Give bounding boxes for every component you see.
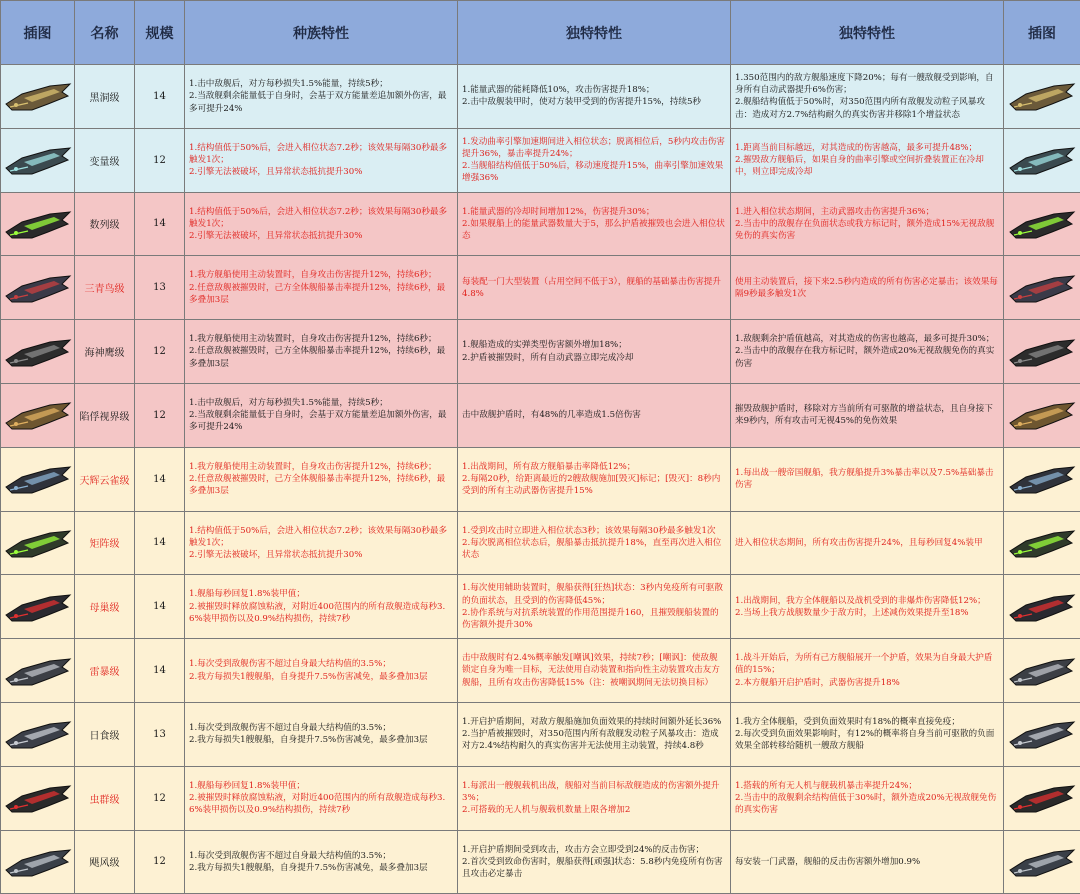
three-bluebird-class-ship-icon	[1004, 266, 1080, 310]
trait-line: 2.首次受到致命伤害时，舰船获得[顽强]状态：5.8秒内免疫所有伤害且攻击必定暴击	[462, 856, 726, 880]
ship-illustration-left	[1, 447, 75, 511]
ship-scale: 12	[135, 320, 185, 384]
trait-line: 2.摧毁敌方舰船后，如果自身的曲率引擎或空间折叠装置正在冷却中，则立即完成冷却	[735, 154, 999, 178]
sequence-class-ship-icon	[1, 202, 74, 246]
trait-line: 2.护盾被摧毁时，所有自动武器立即完成冷却	[462, 352, 726, 364]
trait-line: 2.如果舰船上的能量武器数量大于5，那么护盾被摧毁也会进入相位状态	[462, 218, 726, 242]
trait-line: 1.进入相位状态期间，主动武器攻击伤害提升36%；	[735, 206, 999, 218]
ship-scale: 14	[135, 575, 185, 639]
trait-line: 2.当场上我方战舰数量少于敌方时，上述减伤效果提升至18%	[735, 607, 999, 619]
unique-trait-2-cell	[731, 383, 1004, 447]
unique-trait-2-cell	[731, 511, 1004, 575]
event-horizon-class-ship-icon	[1004, 393, 1080, 437]
race-trait-cell	[185, 575, 458, 639]
trait-line: 1.开启护盾期间受到攻击，攻击方会立即受到24%的反击伤害；	[462, 844, 726, 856]
unique-trait-1-cell	[458, 320, 731, 384]
header-unique-trait-2: 独特特性	[731, 1, 1004, 65]
trait-line: 使用主动装置后，接下来2.5秒内造成的所有伤害必定暴击；该效果每隔9秒最多触发1次	[735, 276, 999, 300]
eclipse-class-ship-icon	[1004, 712, 1080, 756]
table-row	[1, 702, 1080, 766]
trait-line: 2.当击中的敌舰剩余结构值低于30%时，额外造成20%无视敌舰免伤的真实伤害	[735, 792, 999, 816]
ship-name: 天辉云雀级	[75, 447, 135, 511]
trait-line: 1.能量武器的冷却时间增加12%，伤害提升30%；	[462, 206, 726, 218]
trait-line: 2.当击中的敌舰存在我方标记时，额外造成20%无视敌舰免伤的真实伤害	[735, 345, 999, 369]
ship-illustration-left	[1, 511, 75, 575]
ship-illustration-right	[1004, 511, 1080, 575]
ship-illustration-left	[1, 320, 75, 384]
matrix-class-ship-icon	[1004, 521, 1080, 565]
ship-illustration-left	[1, 192, 75, 256]
ship-illustration-left	[1, 702, 75, 766]
unique-trait-2-cell	[731, 639, 1004, 703]
race-trait-cell	[185, 65, 458, 129]
trait-line: 2.当敌舰剩余能量低于自身时，会基于双方能量差追加额外伤害，最多可提升24%	[189, 90, 453, 114]
trait-line: 2.舰船结构值低于50%时，对350范围内所有敌舰发动粒子风暴攻击：造成对方2.7%结构耐久的真实伤害并移除1个增益状态	[735, 96, 999, 120]
ship-illustration-right	[1004, 702, 1080, 766]
ship-scale: 12	[135, 766, 185, 830]
trait-line: 1.我方全体舰船，受到负面效果时有18%的概率直接免疫；	[735, 716, 999, 728]
trait-line: 2.当击中的敌舰存在负面状态或我方标记时，额外造成15%无视敌舰免伤的真实伤害	[735, 218, 999, 242]
trait-line: 1.我方舰船使用主动装置时，自身攻击伤害提升12%，持续6秒；	[189, 461, 453, 473]
unique-trait-2-cell	[731, 128, 1004, 192]
skylark-class-ship-icon	[1, 457, 74, 501]
black-hole-class-ship-icon	[1, 74, 74, 118]
unique-trait-1-cell	[458, 256, 731, 320]
race-trait-cell	[185, 192, 458, 256]
unique-trait-1-cell	[458, 639, 731, 703]
trait-line: 1.每派出一艘舰载机出战，舰船对当前目标敌舰造成的伤害额外提升3%；	[462, 780, 726, 804]
race-trait-cell	[185, 447, 458, 511]
trait-line: 击中敌舰时有2.4%概率触发[嘲讽]效果，持续7秒；[嘲讽]：使敌舰锁定自身为唯一目标，无法使用自动装置和指向性主动装置攻击友方舰船，且所有攻击伤害降低15%（注：被嘲讽期间无法切换目标）	[462, 652, 726, 689]
ship-name: 飓风级	[75, 830, 135, 894]
swarm-class-ship-icon	[1, 776, 74, 820]
trait-line: 每安装一门武器，舰船的反击伤害额外增加0.9%	[735, 856, 999, 868]
table-row	[1, 639, 1080, 703]
header-scale: 规模	[135, 1, 185, 65]
brood-nest-class-ship-icon	[1004, 585, 1080, 629]
race-trait-cell	[185, 830, 458, 894]
swarm-class-ship-icon	[1004, 776, 1080, 820]
race-trait-cell	[185, 511, 458, 575]
table-row	[1, 383, 1080, 447]
race-trait-cell	[185, 320, 458, 384]
ship-illustration-left	[1, 766, 75, 830]
trait-line: 1.出战期间，我方全体舰船以及战机受到的非爆炸伤害降低12%；	[735, 595, 999, 607]
ship-illustration-right	[1004, 639, 1080, 703]
hurricane-class-ship-icon	[1004, 840, 1080, 884]
race-trait-cell	[185, 766, 458, 830]
unique-trait-2-cell	[731, 766, 1004, 830]
ship-illustration-right	[1004, 447, 1080, 511]
trait-line: 1.舰船每秒回复1.8%装甲值；	[189, 780, 453, 792]
table-row	[1, 256, 1080, 320]
ship-name: 三青鸟级	[75, 256, 135, 320]
sea-god-eagle-class-ship-icon	[1004, 330, 1080, 374]
table-row	[1, 575, 1080, 639]
race-trait-cell	[185, 128, 458, 192]
race-trait-cell	[185, 256, 458, 320]
unique-trait-1-cell	[458, 575, 731, 639]
trait-line: 2.我方每损失1艘舰船，自身提升7.5%伤害减免，最多叠加3层	[189, 671, 453, 683]
ship-name: 虫群级	[75, 766, 135, 830]
ship-scale: 12	[135, 383, 185, 447]
trait-line: 1.舰船每秒回复1.8%装甲值；	[189, 588, 453, 600]
trait-line: 2.可搭载的无人机与舰载机数量上限各增加2	[462, 804, 726, 816]
ship-scale: 14	[135, 447, 185, 511]
unique-trait-1-cell	[458, 65, 731, 129]
trait-line: 1.出战期间，所有敌方舰船暴击率降低12%；	[462, 461, 726, 473]
ship-name: 矩阵级	[75, 511, 135, 575]
ship-scale: 12	[135, 128, 185, 192]
ship-illustration-right	[1004, 65, 1080, 129]
ship-illustration-right	[1004, 192, 1080, 256]
trait-line: 1.距离当前目标越远，对其造成的伤害越高，最多可提升48%；	[735, 142, 999, 154]
sea-god-eagle-class-ship-icon	[1, 330, 74, 374]
race-trait-cell	[185, 702, 458, 766]
trait-line: 1.搭载的所有无人机与舰载机暴击率提升24%；	[735, 780, 999, 792]
trait-line: 1.击中敌舰后，对方每秒损失1.5%能量，持续5秒；	[189, 78, 453, 90]
variable-class-ship-icon	[1004, 138, 1080, 182]
ship-illustration-left	[1, 830, 75, 894]
unique-trait-1-cell	[458, 830, 731, 894]
trait-line: 摧毁敌舰护盾时，移除对方当前所有可驱散的增益状态，且自身接下来9秒内，所有攻击可无视45%的免伤效果	[735, 403, 999, 427]
ship-illustration-right	[1004, 128, 1080, 192]
unique-trait-2-cell	[731, 256, 1004, 320]
unique-trait-2-cell	[731, 320, 1004, 384]
trait-line: 2.引擎无法被破坏，且异常状态抵抗提升30%	[189, 166, 453, 178]
trait-line: 2.我方每损失1艘舰船，自身提升7.5%伤害减免，最多叠加3层	[189, 862, 453, 874]
header-illustration-right: 插图	[1004, 1, 1080, 65]
variable-class-ship-icon	[1, 138, 74, 182]
ship-illustration-right	[1004, 830, 1080, 894]
unique-trait-1-cell	[458, 511, 731, 575]
ship-name: 日食级	[75, 702, 135, 766]
skylark-class-ship-icon	[1004, 457, 1080, 501]
trait-line: 2.当舰船结构值低于50%后，移动速度提升15%，曲率引擎加速效果增强36%	[462, 160, 726, 184]
ship-name: 海神鹰级	[75, 320, 135, 384]
trait-line: 1.结构值低于50%后，会进入相位状态7.2秒；该效果每隔30秒最多触发1次；	[189, 206, 453, 230]
three-bluebird-class-ship-icon	[1, 266, 74, 310]
trait-line: 2.任意敌舰被摧毁时，己方全体舰船暴击率提升12%，持续6秒，最多叠加3层	[189, 473, 453, 497]
ship-illustration-right	[1004, 575, 1080, 639]
trait-line: 1.每出战一艘帝国舰船，我方舰船提升3%暴击率以及7.5%基础暴击伤害	[735, 467, 999, 491]
race-trait-cell	[185, 383, 458, 447]
trait-line: 2.任意敌舰被摧毁时，己方全体舰船暴击率提升12%，持续6秒，最多叠加3层	[189, 345, 453, 369]
header-illustration-left: 插图	[1, 1, 75, 65]
table-row	[1, 128, 1080, 192]
race-trait-cell	[185, 639, 458, 703]
ship-illustration-left	[1, 383, 75, 447]
thunderstorm-class-ship-icon	[1004, 649, 1080, 693]
trait-line: 1.受到攻击时立即进入相位状态3秒；该效果每隔30秒最多触发1次	[462, 525, 726, 537]
unique-trait-2-cell	[731, 575, 1004, 639]
unique-trait-2-cell	[731, 830, 1004, 894]
trait-line: 1.我方舰船使用主动装置时，自身攻击伤害提升12%，持续6秒；	[189, 333, 453, 345]
unique-trait-2-cell	[731, 65, 1004, 129]
black-hole-class-ship-icon	[1004, 74, 1080, 118]
trait-line: 1.能量武器的能耗降低10%，攻击伤害提升18%；	[462, 84, 726, 96]
trait-line: 2.当敌舰剩余能量低于自身时，会基于双方能量差追加额外伤害，最多可提升24%	[189, 409, 453, 433]
unique-trait-1-cell	[458, 128, 731, 192]
header-name: 名称	[75, 1, 135, 65]
ship-illustration-left	[1, 639, 75, 703]
unique-trait-1-cell	[458, 447, 731, 511]
trait-line: 1.击中敌舰后，对方每秒损失1.5%能量，持续5秒；	[189, 397, 453, 409]
header-race-trait: 种族特性	[185, 1, 458, 65]
table-row	[1, 65, 1080, 129]
thunderstorm-class-ship-icon	[1, 649, 74, 693]
table-row	[1, 511, 1080, 575]
trait-line: 击中敌舰护盾时，有48%的几率造成1.5倍伤害	[462, 409, 726, 421]
table-row	[1, 766, 1080, 830]
ship-scale: 14	[135, 511, 185, 575]
unique-trait-1-cell	[458, 702, 731, 766]
ship-scale: 14	[135, 65, 185, 129]
hurricane-class-ship-icon	[1, 840, 74, 884]
trait-line: 2.被摧毁时释放腐蚀粘液，对附近400范围内的所有敌舰造成每秒3.6%装甲损伤以及0.9%结构损伤，持续7秒	[189, 792, 453, 816]
unique-trait-2-cell	[731, 192, 1004, 256]
trait-line: 2.每隔20秒，给距离最近的2艘敌舰施加[毁灭]标记；[毁灭]：8秒内受到的所有主动武器伤害提升15%	[462, 473, 726, 497]
ship-illustration-left	[1, 128, 75, 192]
trait-line: 1.战斗开始后，为所有己方舰船展开一个护盾，效果为自身最大护盾值的15%；	[735, 652, 999, 676]
trait-line: 2.每次脱离相位状态后，舰船暴击抵抗提升18%，直至再次进入相位状态	[462, 537, 726, 561]
table-row	[1, 447, 1080, 511]
ship-scale: 13	[135, 256, 185, 320]
ship-illustration-right	[1004, 766, 1080, 830]
unique-trait-1-cell	[458, 766, 731, 830]
trait-line: 1.350范围内的敌方舰船速度下降20%；每有一艘敌舰受到影响，自身所有自动武器提升6%伤害；	[735, 72, 999, 96]
trait-line: 1.结构值低于50%后，会进入相位状态7.2秒；该效果每隔30秒最多触发1次；	[189, 142, 453, 166]
brood-nest-class-ship-icon	[1, 585, 74, 629]
trait-line: 1.每次受到敌舰伤害不超过自身最大结构值的3.5%；	[189, 658, 453, 670]
trait-line: 2.击中敌舰装甲时，使对方装甲受到的伤害提升15%，持续5秒	[462, 96, 726, 108]
ship-scale: 13	[135, 702, 185, 766]
ship-illustration-right	[1004, 256, 1080, 320]
ship-scale: 14	[135, 639, 185, 703]
unique-trait-1-cell	[458, 383, 731, 447]
unique-trait-2-cell	[731, 447, 1004, 511]
trait-line: 2.引擎无法被破坏，且异常状态抵抗提升30%	[189, 549, 453, 561]
event-horizon-class-ship-icon	[1, 393, 74, 437]
trait-line: 1.舰船造成的实弹类型伤害额外增加18%；	[462, 339, 726, 351]
eclipse-class-ship-icon	[1, 712, 74, 756]
table-row	[1, 320, 1080, 384]
ship-name: 变量级	[75, 128, 135, 192]
ship-illustration-left	[1, 575, 75, 639]
trait-line: 进入相位状态期间，所有攻击伤害提升24%，且每秒回复4%装甲	[735, 537, 999, 549]
trait-line: 2.我方每损失1艘舰船，自身提升7.5%伤害减免，最多叠加3层	[189, 734, 453, 746]
ship-illustration-right	[1004, 383, 1080, 447]
unique-trait-2-cell	[731, 702, 1004, 766]
trait-line: 2.被摧毁时释放腐蚀粘液，对附近400范围内的所有敌舰造成每秒3.6%装甲损伤以及0.9%结构损伤，持续7秒	[189, 601, 453, 625]
trait-line: 2.协作系统与对抗系统装置的作用范围提升160，且摧毁舰船装置的伤害额外提升30%	[462, 607, 726, 631]
ship-name: 数列级	[75, 192, 135, 256]
trait-line: 2.引擎无法被破坏，且异常状态抵抗提升30%	[189, 230, 453, 242]
trait-line: 1.结构值低于50%后，会进入相位状态7.2秒；该效果每隔30秒最多触发1次；	[189, 525, 453, 549]
trait-line: 2.任意敌舰被摧毁时，己方全体舰船暴击率提升12%，持续6秒，最多叠加3层	[189, 282, 453, 306]
matrix-class-ship-icon	[1, 521, 74, 565]
ship-scale: 14	[135, 192, 185, 256]
ship-name: 陷俘视界级	[75, 383, 135, 447]
ship-illustration-left	[1, 65, 75, 129]
header-unique-trait-1: 独特特性	[458, 1, 731, 65]
trait-line: 1.我方舰船使用主动装置时，自身攻击伤害提升12%，持续6秒；	[189, 269, 453, 281]
trait-line: 1.开启护盾期间，对敌方舰船施加负面效果的持续时间额外延长36%	[462, 716, 726, 728]
trait-line: 1.敌舰剩余护盾值越高，对其造成的伤害也越高，最多可提升30%；	[735, 333, 999, 345]
trait-line: 2.每次受到负面效果影响时，有12%的概率将自身当前可驱散的负面效果全部转移给随机一艘敌方舰船	[735, 728, 999, 752]
trait-line: 1.每次使用辅助装置时，舰船获得[狂热]状态：3秒内免疫所有可驱散的负面状态，且受到的伤害降低45%；	[462, 582, 726, 606]
ship-name: 母巢级	[75, 575, 135, 639]
ship-name: 黑洞级	[75, 65, 135, 129]
ship-scale: 12	[135, 830, 185, 894]
unique-trait-1-cell	[458, 192, 731, 256]
trait-line: 1.发动曲率引擎加速期间进入相位状态；脱离相位后，5秒内攻击伤害提升36%，暴击率提升24%；	[462, 136, 726, 160]
ship-illustration-right	[1004, 320, 1080, 384]
ship-illustration-left	[1, 256, 75, 320]
table-row	[1, 192, 1080, 256]
trait-line: 2.当护盾被摧毁时，对350范围内所有敌舰发动粒子风暴攻击：造成对方2.4%结构耐久的真实伤害并无法使用主动装置，持续4.8秒	[462, 728, 726, 752]
sequence-class-ship-icon	[1004, 202, 1080, 246]
table-row	[1, 830, 1080, 894]
header-row	[1, 1, 1080, 65]
trait-line: 1.每次受到敌舰伤害不超过自身最大结构值的3.5%；	[189, 722, 453, 734]
trait-line: 1.每次受到敌舰伤害不超过自身最大结构值的3.5%；	[189, 850, 453, 862]
trait-line: 每装配一门大型装置（占用空间不低于3），舰船的基础暴击伤害提升4.8%	[462, 276, 726, 300]
ship-name: 雷暴级	[75, 639, 135, 703]
trait-line: 2.本方舰船开启护盾时，武器伤害提升18%	[735, 677, 999, 689]
